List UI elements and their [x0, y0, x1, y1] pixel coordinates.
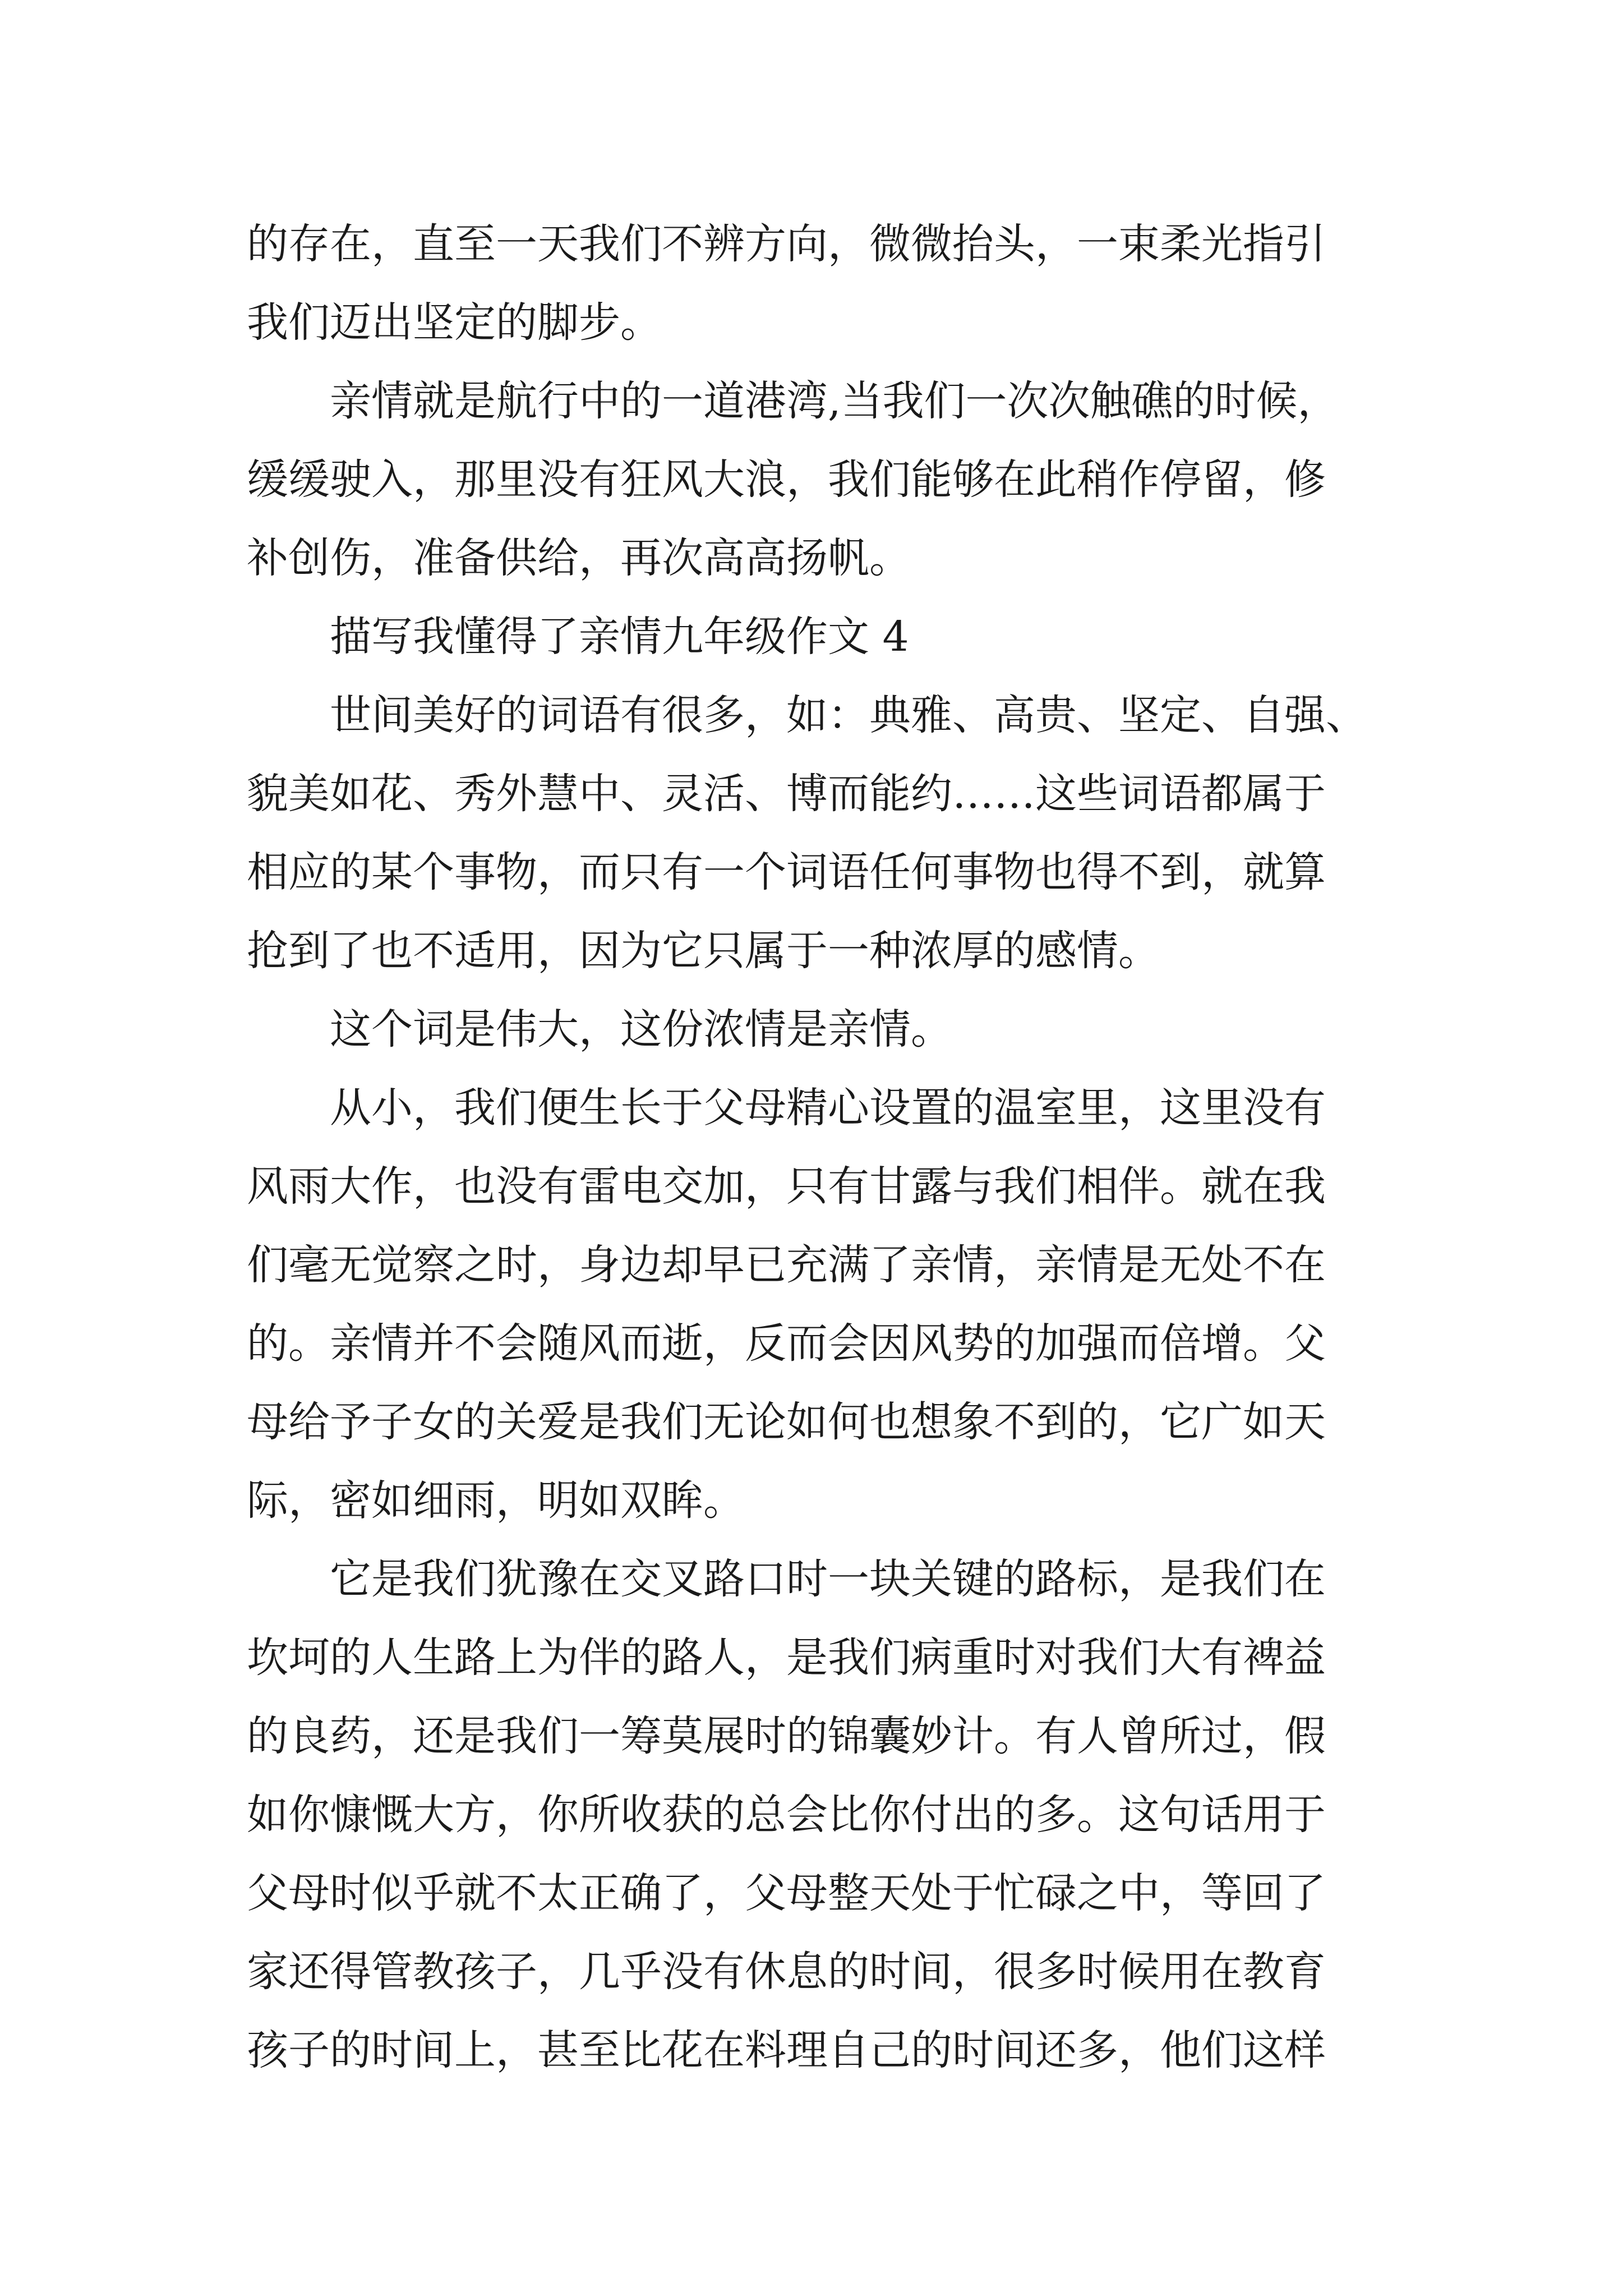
text-line: 风雨大作，也没有雷电交加，只有甘露与我们相伴。就在我	[247, 1162, 1326, 1211]
text-line: 缓缓驶入，那里没有狂风大浪，我们能够在此稍作停留，修	[247, 455, 1326, 504]
text-line: 坎坷的人生路上为伴的路人，是我们病重时对我们大有裨益	[247, 1634, 1326, 1682]
text-line: 相应的某个事物，而只有一个词语任何事物也得不到，就算	[247, 848, 1326, 896]
paragraph-start-line: 亲情就是航行中的一道港湾,当我们一次次触礁的时候，	[330, 377, 1339, 425]
text-line: 的存在，直至一天我们不辨方向，微微抬头，一束柔光指引	[247, 220, 1326, 268]
text-line: 际，密如细雨，明如双眸。	[247, 1476, 745, 1525]
paragraph-start-line: 世间美好的词语有很多，如：典雅、高贵、坚定、自强、	[330, 691, 1367, 739]
text-line: 家还得管教孩子，几乎没有休息的时间，很多时候用在教育	[247, 1948, 1326, 1996]
paragraph-start-line: 这个词是伟大，这份浓情是亲情。	[330, 1005, 952, 1053]
text-line: 的良药，还是我们一筹莫展时的锦囊妙计。有人曾所过，假	[247, 1712, 1326, 1760]
essay-text	[247, 205, 1424, 2090]
text-line: 母给予子女的关爱是我们无论如何也想象不到的，它广如天	[247, 1398, 1326, 1446]
section-heading: 描写我懂得了亲情九年级作文 4	[330, 613, 909, 661]
text-line: 如你慷慨大方，你所收获的总会比你付出的多。这句话用于	[247, 1791, 1326, 1839]
text-line: 的。亲情并不会随风而逝，反而会因风势的加强而倍增。父	[247, 1319, 1326, 1368]
text-line: 补创伤，准备供给，再次高高扬帆。	[247, 534, 911, 582]
text-line: 孩子的时间上，甚至比花在料理自己的时间还多，他们这样	[247, 2026, 1326, 2074]
paragraph-start-line: 从小，我们便生长于父母精心设置的温室里，这里没有	[330, 1084, 1326, 1132]
text-line: 貌美如花、秀外慧中、灵活、博而能约……这些词语都属于	[247, 770, 1326, 818]
text-line: 我们迈出坚定的脚步。	[247, 298, 662, 347]
text-line: 父母时似乎就不太正确了，父母整天处于忙碌之中，等回了	[247, 1869, 1326, 1917]
text-line: 抢到了也不适用，因为它只属于一种浓厚的感情。	[247, 927, 1160, 975]
text-line: 们毫无觉察之时，身边却早已充满了亲情，亲情是无处不在	[247, 1241, 1326, 1289]
paragraph-start-line: 它是我们犹豫在交叉路口时一块关键的路标，是我们在	[330, 1555, 1326, 1603]
